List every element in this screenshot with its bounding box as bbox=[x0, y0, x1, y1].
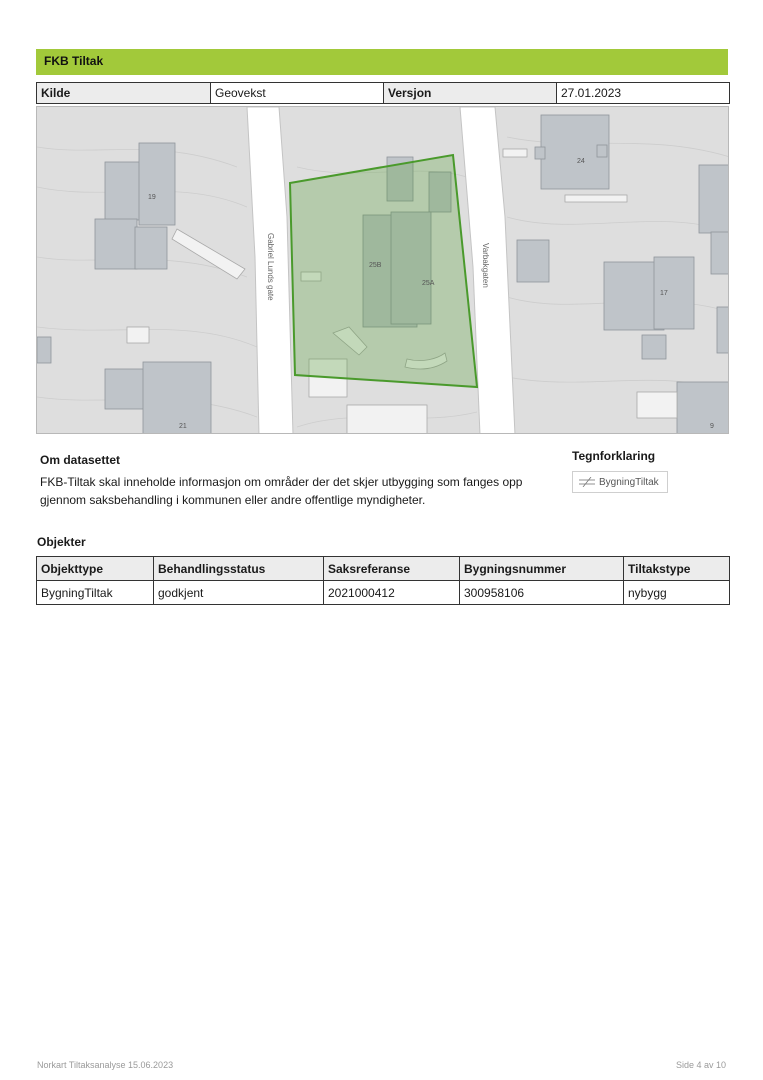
address-label: 19 bbox=[148, 194, 156, 201]
address-label: 17 bbox=[660, 290, 668, 297]
table-header-row bbox=[37, 557, 730, 581]
legend-item-label: BygningTiltak bbox=[599, 476, 659, 488]
column-header: Saksreferanse bbox=[324, 557, 460, 581]
metadata-table bbox=[36, 82, 730, 104]
cell-objekttype: BygningTiltak bbox=[37, 581, 154, 605]
column-header: Objekttype bbox=[37, 557, 154, 581]
versjon-value: 27.01.2023 bbox=[557, 83, 730, 104]
table-row bbox=[37, 581, 730, 605]
column-header: Bygningsnummer bbox=[460, 557, 624, 581]
hatch-symbol-icon bbox=[579, 477, 595, 487]
about-text: FKB-Tiltak skal inneholde informasjon om områder der det skjer utbygging som fanges opp gjennom saksbehandling i kommunen eller andre offentlige myndigheter. bbox=[40, 475, 523, 507]
section-title-bar bbox=[36, 49, 728, 75]
tiltak-area bbox=[290, 155, 477, 387]
metadata-row bbox=[37, 83, 730, 104]
cell-bygningsnummer: 300958106 bbox=[460, 581, 624, 605]
column-header: Tiltakstype bbox=[624, 557, 730, 581]
versjon-label: Versjon bbox=[384, 83, 557, 104]
street-label-varbakgaten: Varbakgaten bbox=[481, 243, 490, 288]
address-label: 25A bbox=[422, 280, 435, 287]
address-label: 24 bbox=[577, 158, 585, 165]
section-title: FKB Tiltak bbox=[44, 54, 104, 68]
cell-behandlingsstatus: godkjent bbox=[154, 581, 324, 605]
objects-heading: Objekter bbox=[37, 535, 86, 549]
address-label: 9 bbox=[710, 423, 714, 430]
kilde-value: Geovekst bbox=[211, 83, 384, 104]
address-label: 25B bbox=[369, 262, 382, 269]
map-view bbox=[36, 106, 729, 434]
cell-saksreferanse: 2021000412 bbox=[324, 581, 460, 605]
street-label-gabriel-lunds-gate: Gabriel Lunds gate bbox=[266, 233, 275, 301]
legend-item bbox=[572, 471, 668, 493]
legend-heading: Tegnforklaring bbox=[572, 449, 656, 463]
cell-tiltakstype: nybygg bbox=[624, 581, 730, 605]
objects-table bbox=[36, 556, 730, 605]
map-canvas bbox=[37, 107, 729, 434]
footer-report-name: Norkart Tiltaksanalyse 15.06.2023 bbox=[37, 1060, 174, 1070]
column-header: Behandlingsstatus bbox=[154, 557, 324, 581]
footer-page-number: Side 4 av 10 bbox=[675, 1060, 726, 1070]
kilde-label: Kilde bbox=[37, 83, 211, 104]
about-heading: Om datasettet bbox=[40, 453, 121, 467]
address-label: 21 bbox=[179, 423, 187, 430]
